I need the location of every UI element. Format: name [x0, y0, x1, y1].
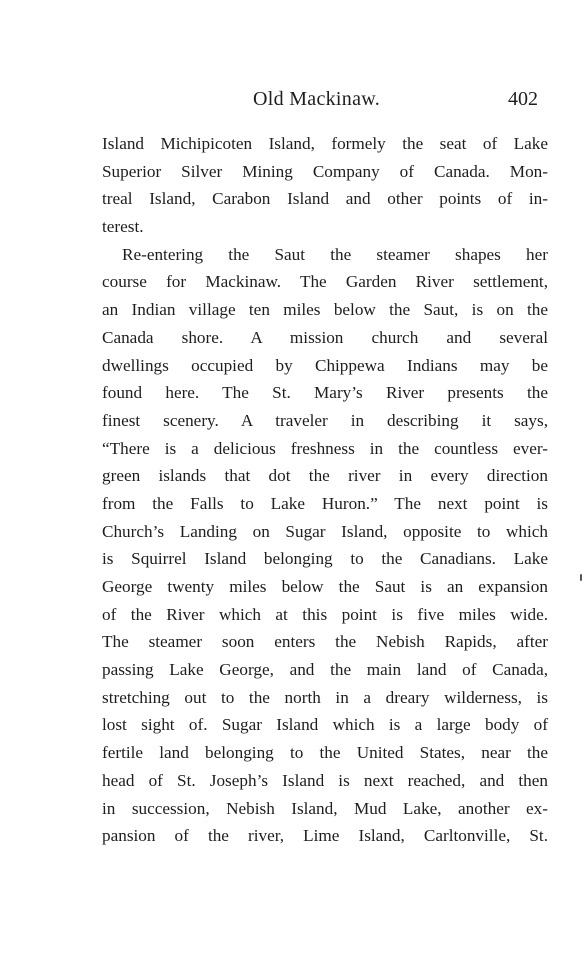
text-line: treal Island, Carabon Island and other points of in- [102, 189, 548, 209]
text-line: “There is a delicious freshness in the countless ever- [102, 438, 548, 458]
text-line: an Indian village ten miles below the Saut, is on the [102, 300, 548, 320]
text-line: is Squirrel Island belonging to the Canadians. Lake [102, 549, 548, 569]
text-line: in succession, Nebish Island, Mud Lake, another ex- [102, 798, 548, 818]
text-line: Island Michipicoten Island, formely the seat of Lake [102, 134, 548, 153]
text-line: The steamer soon enters the Nebish Rapids, after [102, 632, 548, 652]
text-line: George twenty miles below the Saut is an expansion [102, 577, 548, 596]
text-line: Canada shore. A mission church and several [102, 327, 548, 347]
page-number: 402 [508, 88, 538, 110]
text-line: terest. [102, 217, 144, 237]
text-line: finest scenery. A traveler in describing it says, [102, 410, 548, 430]
text-line: course for Mackinaw. The Garden River settlement, [102, 272, 548, 292]
running-head [0, 88, 586, 118]
text-line: stretching out to the north in a dreary wilderness, is [102, 687, 548, 707]
text-line: passing Lake George, and the main land of Canada, [102, 660, 548, 680]
text-line: head of St. Joseph’s Island is next reached, and then [102, 770, 548, 790]
text-line: Superior Silver Mining Company of Canada. Mon- [102, 161, 548, 181]
text-line: pansion of the river, Lime Island, Carltonville, St. [102, 826, 548, 846]
body-text [102, 130, 548, 850]
text-line: from the Falls to Lake Huron.” The next point is [102, 493, 548, 513]
stray-ink-mark [580, 574, 582, 581]
text-line: lost sight of. Sugar Island which is a large body of [102, 715, 548, 735]
text-line: green islands that dot the river in every direction [102, 466, 548, 486]
running-title: Old Mackinaw. [253, 88, 381, 110]
text-line: Re-entering the Saut the steamer shapes her [122, 244, 548, 264]
text-line: found here. The St. Mary’s River presents the [102, 383, 548, 403]
text-line: dwellings occupied by Chippewa Indians may be [102, 355, 548, 375]
text-line: Church’s Landing on Sugar Island, opposite to which [102, 521, 548, 541]
text-line: fertile land belonging to the United States, near the [102, 743, 548, 763]
text-line: of the River which at this point is five miles wide. [102, 604, 548, 624]
